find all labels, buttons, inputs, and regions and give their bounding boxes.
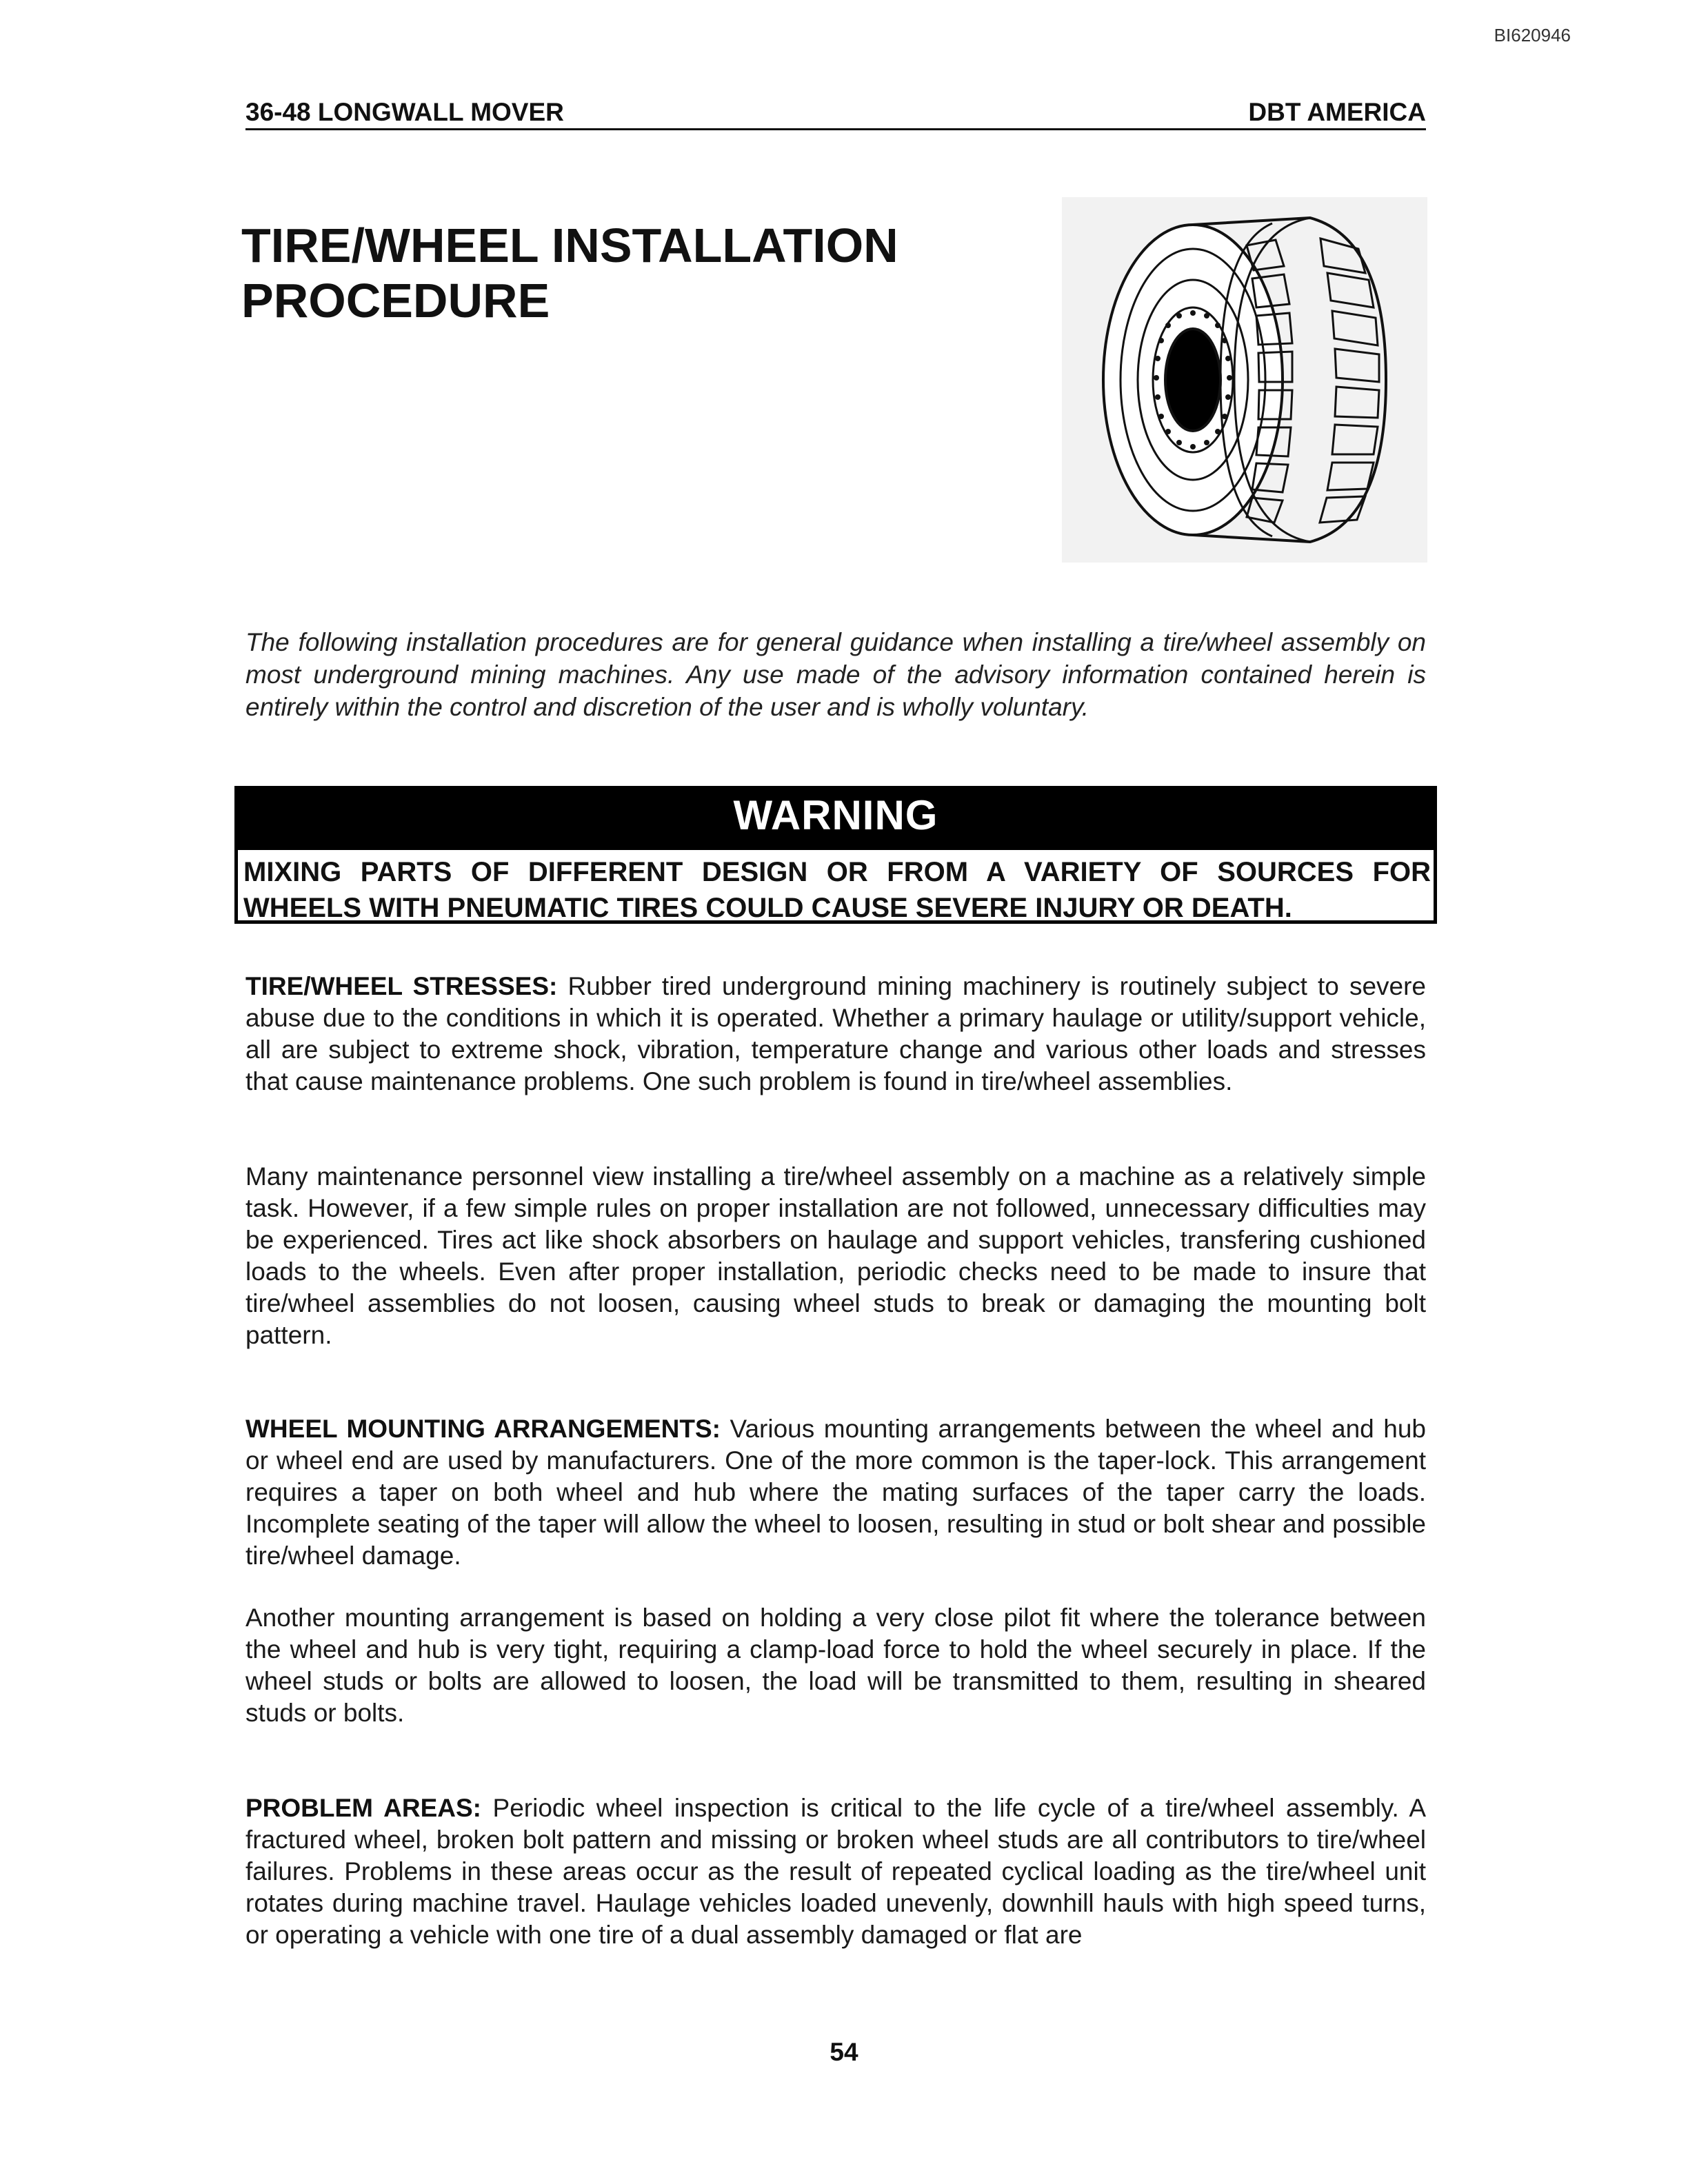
tire-wheel-figure (1062, 197, 1427, 563)
warning-title: WARNING (733, 792, 938, 838)
tire-wheel-icon (1062, 197, 1427, 563)
page-title (241, 218, 1000, 328)
warning-box (234, 786, 1437, 924)
pilot-fit-paragraph: Another mounting arrangement is based on holding a very close pilot fit where the tolerance between the wheel and hub is very tight, requiring a clamp-load force to hold the wheel securely in place. If the wheel studs or bolts are allowed to loosen, the load will be transmitted to them, resulting in sheared studs or bolts. (245, 1604, 1426, 1727)
mounting-paragraph (245, 1413, 1426, 1572)
title-line-1: TIRE/WHEEL INSTALLATION (241, 219, 898, 272)
stresses-heading: TIRE/WHEEL STRESSES: (245, 972, 558, 1000)
document-id: BI620946 (1494, 25, 1571, 46)
page-number: 54 (830, 2038, 858, 2066)
problem-areas-body: Periodic wheel inspection is critical to the life cycle of a tire/wheel assembly. A fractured wheel, broken bolt pattern and missing or broken wheel studs are all contributors to tire/wheel failures. Problems in these areas occur as the result of repeated cyclical loading as the tire/wheel unit rotates during machine travel. Haulage vehicles loaded unevenly, downhill hauls with high speed turns, or operating a vehicle with one tire of a dual assembly damaged or flat are (245, 1794, 1426, 1949)
maintenance-paragraph: Many maintenance personnel view installing a tire/wheel assembly on a machine as a relatively simple task. However, if a few simple rules on proper installation are not followed, unnecessary difficulties may be experienced. Tires act like shock absorbers on haulage and support vehicles, transfering cushioned loads to the wheels. Even after proper installation, periodic checks need to be made to insure that tire/wheel assemblies do not loosen, causing wheel studs to break or damaging the mounting bolt pattern. (245, 1162, 1426, 1349)
header-product-name: 36-48 LONGWALL MOVER (245, 98, 564, 126)
intro-paragraph: The following installation procedures are for general guidance when installing a tire/wheel assembly on most underground mining machines. Any use made of the advisory information contained herein is entirely within the control and discretion of the user and is wholly voluntary. (245, 628, 1426, 721)
problem-areas-heading: PROBLEM AREAS: (245, 1794, 481, 1822)
mounting-body: Various mounting arrangements between the wheel and hub or wheel end are used by manufacturers. One of the more common is the taper-lock. This arrangement requires a taper on both wheel and hub where the mating surfaces of the taper carry the loads. Incomplete seating of the taper will allow the wheel to loosen, resulting in stud or bolt shear and possible tire/wheel damage. (245, 1415, 1426, 1570)
stresses-paragraph (245, 971, 1426, 1098)
stresses-body: Rubber tired underground mining machinery is routinely subject to severe abuse due to the conditions in which it is operated. Whether a primary haulage or utility/support vehicle, all are subject to extreme shock, vibration, temperature change and various other loads and stresses that cause maintenance problems. One such problem is found in tire/wheel assemblies. (245, 972, 1427, 1095)
mounting-heading: WHEEL MOUNTING ARRANGEMENTS: (245, 1415, 721, 1443)
page-header (245, 99, 1426, 130)
warning-text: MIXING PARTS OF DIFFERENT DESIGN OR FROM A VARIETY OF SOURCES FOR WHEELS WITH PNEUMATIC TIRES COULD CAUSE SEVERE INJURY OR DEATH. (238, 850, 1434, 920)
header-company-name: DBT AMERICA (1248, 98, 1426, 126)
title-line-2: PROCEDURE (241, 274, 550, 327)
problem-areas-paragraph (245, 1792, 1426, 1951)
